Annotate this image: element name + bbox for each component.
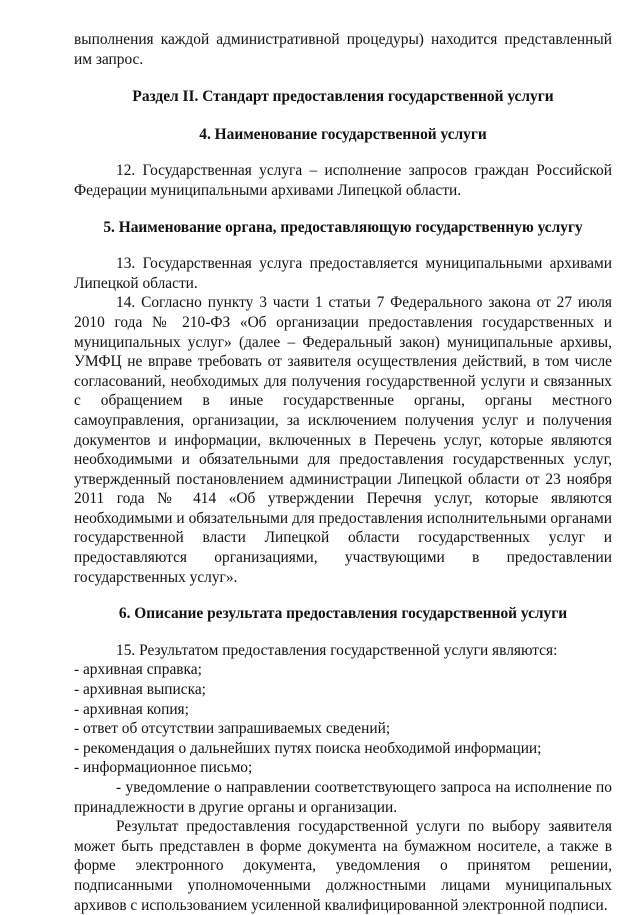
paragraph-14: 14. Согласно пункту 3 части 1 статьи 7 Федерального закона от 27 июля 2010 года № 210-ФЗ «Об организации предоставления государственных и муниципальных услуг» (далее – Федеральный закон) муниципальные архивы, УМФЦ не вправе требовать от заявителя осуществления действий, в том числе согласований, необходимых для получения государственной услуги и связанных с обращением в иные государственные органы, органы местного самоуправления, организации, за исключением получения услуг и получения документов и информации, включенных в Перечень услуг, которые являются необходимыми и обязательными для предоставления государственных услуг, утвержденный постановлением администрации Липецкой области от 23 ноября 2011 года № 414 «Об утверждении Перечня услуг, которые являются необходимыми и обязательными для предоставления исполнительными органами государственной власти Липецкой области государственных услуг и предоставляются организациями, участвующими в предоставлении государственных услуг».	[74, 294, 612, 586]
result-paragraph: Результат предоставления государственной услуги по выбору заявителя может быть представлен в форме документа на бумажном носителе, а также в форме электронного документа, уведомления о принятом решении, подписанными уполномоченными должностными лицами муниципальных архивов с использованием усиленной квалифицированной электронной подписи.	[74, 818, 612, 914]
intro-paragraph: выполнения каждой административной процедуры) находится представленный им запрос.	[74, 31, 612, 68]
list-item: - архивная копия;	[74, 700, 189, 718]
paragraph-13: 13. Государственная услуга предоставляется муниципальными архивами Липецкой области.	[74, 255, 612, 292]
section-title: Раздел II. Стандарт предоставления государственной услуги	[132, 88, 554, 106]
list-item: - ответ об отсутствии запрашиваемых сведений;	[74, 720, 391, 738]
list-item: - архивная справка;	[74, 661, 202, 679]
list-item: - уведомление о направлении соответствующего запроса на исполнение по принадлежности в другие органы и организации.	[74, 779, 612, 816]
paragraph-15: 15. Результатом предоставления государственной услуги являются:	[116, 641, 558, 659]
subsection-5-title: 5. Наименование органа, предоставляющую государственную услугу	[103, 218, 583, 236]
paragraph-12: 12. Государственная услуга – исполнение запросов граждан Российской Федерации муниципальными архивами Липецкой области.	[74, 162, 612, 199]
subsection-4-title: 4. Наименование государственной услуги	[199, 125, 487, 143]
subsection-6-title: 6. Описание результата предоставления государственной услуги	[118, 605, 568, 623]
list-item: - архивная выписка;	[74, 681, 206, 699]
result-list	[74, 660, 612, 817]
list-item: - рекомендация о дальнейших путях поиска необходимой информации;	[74, 739, 542, 757]
list-item: - информационное письмо;	[74, 759, 253, 777]
